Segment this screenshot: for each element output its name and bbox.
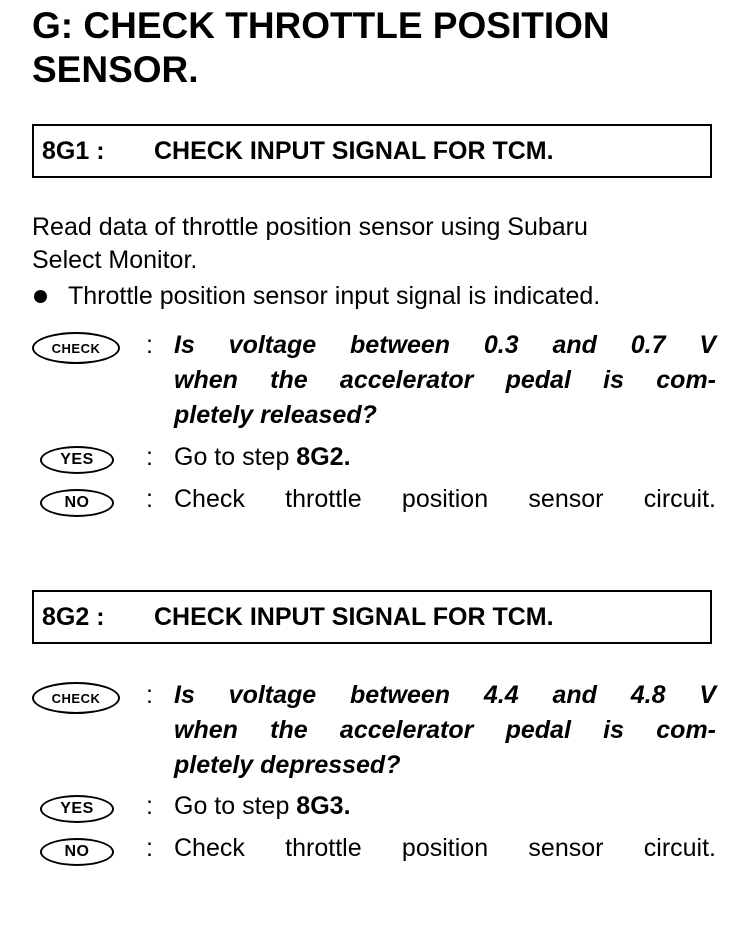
bullet-icon [34, 290, 47, 303]
colon: : [146, 331, 153, 359]
yes-badge-icon [40, 446, 114, 474]
bullet-text: Throttle position sensor input signal is indicated. [68, 282, 601, 310]
yes-prefix: Go to step [174, 792, 297, 820]
step-8g1-intro [32, 211, 722, 277]
question-line-2: when the accelerator pedal is com- [174, 716, 716, 744]
yes-suffix: . [343, 792, 351, 820]
yes-badge-label: YES [60, 451, 94, 468]
colon: : [146, 834, 153, 862]
check-badge-label: CHECK [51, 690, 101, 706]
colon: : [146, 792, 153, 820]
question-line-1: Is voltage between 0.3 and 0.7 V [174, 331, 716, 359]
step-8g2-question [174, 678, 716, 783]
intro-line-1: Read data of throttle position sensor using Subaru [32, 213, 588, 241]
step-code: 8G2 : [42, 603, 105, 631]
step-8g1-no-answer: Check throttle position sensor circuit. [174, 485, 716, 513]
no-badge-icon [40, 838, 114, 866]
yes-badge-label: YES [60, 800, 94, 817]
no-badge-label: NO [64, 494, 90, 511]
check-badge-label: CHECK [51, 340, 101, 356]
page-title-line-1: G: CHECK THROTTLE POSITION [32, 5, 610, 46]
step-8g2-yes-answer [174, 789, 716, 824]
check-badge-icon [32, 682, 120, 714]
step-8g1-header [32, 124, 712, 178]
step-heading: CHECK INPUT SIGNAL FOR TCM. [154, 603, 554, 631]
intro-line-2: Select Monitor. [32, 246, 198, 274]
step-8g2-no-answer: Check throttle position sensor circuit. [174, 834, 716, 862]
no-badge-icon [40, 489, 114, 517]
yes-prefix: Go to step [174, 443, 297, 471]
question-line-2: when the accelerator pedal is com- [174, 366, 716, 394]
step-8g2-header [32, 590, 712, 644]
page-title [32, 4, 722, 92]
yes-step-link: 8G3 [296, 792, 344, 820]
colon: : [146, 485, 153, 513]
question-line-3: pletely depressed? [174, 751, 401, 779]
step-code: 8G1 : [42, 137, 105, 165]
yes-suffix: . [343, 443, 351, 471]
question-line-1: Is voltage between 4.4 and 4.8 V [174, 681, 716, 709]
question-line-3: pletely released? [174, 401, 377, 429]
yes-badge-icon [40, 795, 114, 823]
step-8g1-question [174, 328, 716, 433]
step-8g1-yes-answer [174, 440, 716, 475]
page-title-line-2: SENSOR. [32, 49, 199, 90]
colon: : [146, 681, 153, 709]
step-heading: CHECK INPUT SIGNAL FOR TCM. [154, 137, 554, 165]
check-badge-icon [32, 332, 120, 364]
colon: : [146, 443, 153, 471]
no-badge-label: NO [64, 843, 90, 860]
yes-step-link: 8G2 [296, 443, 344, 471]
